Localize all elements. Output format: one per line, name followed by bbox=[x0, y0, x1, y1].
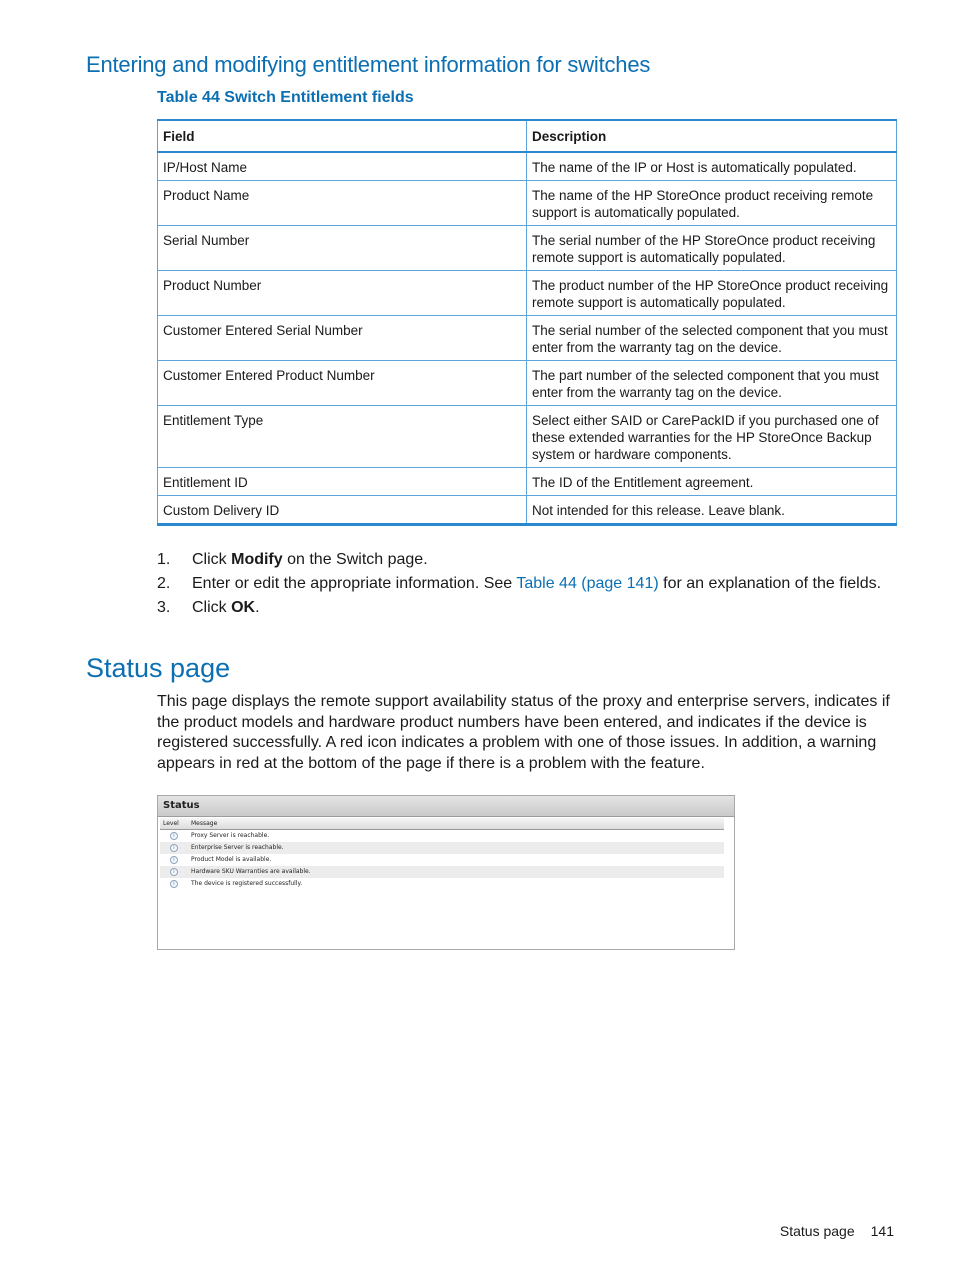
step-number: 1. bbox=[157, 551, 171, 568]
table-reference-link[interactable]: Table 44 (page 141) bbox=[516, 575, 659, 592]
ui-term-ok: OK bbox=[231, 599, 256, 616]
table-row bbox=[158, 316, 897, 361]
step-text: on the Switch page. bbox=[282, 551, 428, 568]
description-cell: Not intended for this release. Leave blank. bbox=[527, 496, 897, 525]
step-item bbox=[157, 550, 897, 570]
field-cell: Serial Number bbox=[158, 226, 527, 271]
message-column-header: Message bbox=[191, 820, 218, 827]
section-heading: Entering and modifying entitlement information for switches bbox=[86, 52, 651, 77]
step-number: 2. bbox=[157, 575, 171, 592]
field-cell: Customer Entered Product Number bbox=[158, 361, 527, 406]
status-panel-title: Status bbox=[158, 796, 734, 817]
info-icon: i bbox=[170, 832, 178, 840]
step-text: Click bbox=[192, 599, 232, 616]
status-row bbox=[160, 842, 724, 854]
table-row bbox=[158, 152, 897, 181]
description-cell: The part number of the selected component that you must enter from the warranty tag on the device. bbox=[527, 361, 897, 406]
status-screenshot bbox=[157, 795, 735, 950]
field-cell: Entitlement ID bbox=[158, 468, 527, 496]
table-row bbox=[158, 496, 897, 525]
field-cell: Entitlement Type bbox=[158, 406, 527, 468]
status-row bbox=[160, 878, 724, 890]
entitlement-fields-table bbox=[157, 119, 897, 526]
table-row bbox=[158, 406, 897, 468]
field-cell: IP/Host Name bbox=[158, 152, 527, 181]
description-cell: The serial number of the selected component that you must enter from the warranty tag on the device. bbox=[527, 316, 897, 361]
table-row bbox=[158, 468, 897, 496]
description-cell: The name of the IP or Host is automatically populated. bbox=[527, 152, 897, 181]
procedure-steps bbox=[157, 550, 897, 622]
field-cell: Customer Entered Serial Number bbox=[158, 316, 527, 361]
page-number: 141 bbox=[870, 1223, 894, 1239]
step-item bbox=[157, 598, 897, 618]
table-row bbox=[158, 181, 897, 226]
level-column-header: Level bbox=[163, 820, 179, 827]
status-message: Hardware SKU Warranties are available. bbox=[191, 868, 311, 875]
table-header-row bbox=[158, 120, 897, 152]
step-item bbox=[157, 574, 897, 594]
info-icon: i bbox=[170, 880, 178, 888]
field-cell: Product Number bbox=[158, 271, 527, 316]
table-row bbox=[158, 271, 897, 316]
status-grid-header bbox=[160, 818, 724, 830]
footer-section-name: Status page bbox=[779, 1223, 855, 1239]
info-icon: i bbox=[170, 844, 178, 852]
ui-term-modify: Modify bbox=[231, 551, 283, 568]
description-cell: The product number of the HP StoreOnce product receiving remote support is automatically populated. bbox=[527, 271, 897, 316]
status-message: Enterprise Server is reachable. bbox=[191, 844, 284, 851]
description-cell: The ID of the Entitlement agreement. bbox=[527, 468, 897, 496]
step-text: for an explanation of the fields. bbox=[658, 575, 882, 592]
description-cell: The serial number of the HP StoreOnce product receiving remote support is automatically populated. bbox=[527, 226, 897, 271]
step-text: Click bbox=[192, 551, 232, 568]
status-description: This page displays the remote support availability status of the proxy and enterprise servers, indicates if the product models and hardware product numbers have been entered, and indicates if the device is registered successfully. A red icon indicates a problem with one of those issues. In addition, a warning appears in red at the bottom of the page if there is a problem with the feature. bbox=[157, 693, 890, 772]
page-footer bbox=[780, 1223, 894, 1239]
status-row bbox=[160, 866, 724, 878]
status-message: Proxy Server is reachable. bbox=[191, 832, 270, 839]
info-icon: i bbox=[170, 868, 178, 876]
column-header: Description bbox=[527, 120, 897, 152]
field-cell: Custom Delivery ID bbox=[158, 496, 527, 525]
status-message: The device is registered successfully. bbox=[191, 880, 303, 887]
step-number: 3. bbox=[157, 599, 171, 616]
step-text: . bbox=[255, 599, 260, 616]
status-page-heading: Status page bbox=[86, 653, 231, 683]
status-row bbox=[160, 830, 724, 842]
description-cell: Select either SAID or CarePackID if you purchased one of these extended warranties for the HP StoreOnce Backup system or hardware components. bbox=[527, 406, 897, 468]
table-row bbox=[158, 361, 897, 406]
status-row bbox=[160, 854, 724, 866]
status-message: Product Model is available. bbox=[191, 856, 272, 863]
description-cell: The name of the HP StoreOnce product receiving remote support is automatically populated. bbox=[527, 181, 897, 226]
step-text: Enter or edit the appropriate information. See bbox=[192, 575, 517, 592]
info-icon: i bbox=[170, 856, 178, 864]
field-cell: Product Name bbox=[158, 181, 527, 226]
table-row bbox=[158, 226, 897, 271]
table-caption: Table 44 Switch Entitlement fields bbox=[157, 89, 414, 106]
column-header: Field bbox=[158, 120, 527, 152]
